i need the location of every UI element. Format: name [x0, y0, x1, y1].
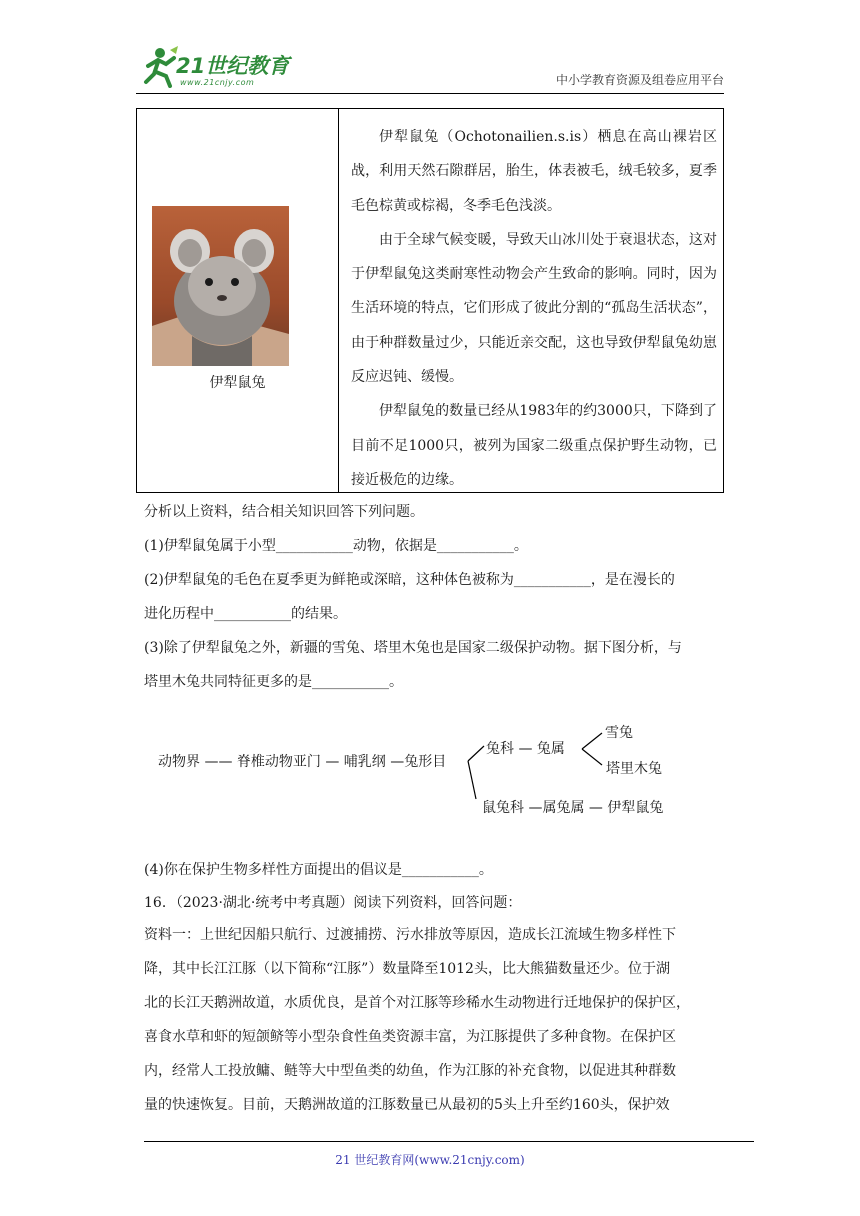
tree-snow-hare: 雪兔 — [605, 725, 633, 741]
pika-photo — [152, 206, 289, 366]
footer-link[interactable]: 21 世纪教育网(www.21cnjy.com) — [335, 1153, 525, 1167]
question-2-line-2: 进化历程中___________的结果。 — [144, 606, 347, 622]
header-divider — [136, 93, 724, 94]
material-line: 资料一：上世纪因船只航行、过渡捕捞、污水排放等原因，造成长江流域生物多样性下 — [144, 927, 676, 943]
question-4: (4)你在保护生物多样性方面提出的倡议是___________。 — [144, 862, 493, 878]
material-line: 北的长江天鹅洲故道，水质优良，是首个对江豚等珍稀水生动物进行迁地保护的保护区， — [144, 995, 690, 1011]
material-line: 量的快速恢复。目前，天鹅洲故道的江豚数量已从最初的5头上升至约160头，保护效 — [144, 1097, 670, 1113]
description-paragraph: 伊犁鼠兔（Ochotonailien.s.is）栖息在高山裸岩区战，利用天然石隙群居，胎生，体表被毛，绒毛较多，夏季毛色棕黄或棕褐，冬季毛色浅淡。 — [351, 129, 717, 214]
questions-intro: 分析以上资料，结合相关知识回答下列问题。 — [144, 504, 424, 520]
classification-tree — [150, 713, 690, 823]
question-16-block — [144, 888, 718, 1122]
material-line: 降，其中长江江豚（以下简称“江豚”）数量降至1012头，比大熊猫数量还少。位于湖 — [144, 961, 670, 977]
photo-caption: 伊犁鼠兔 — [209, 375, 266, 391]
questions-block — [144, 495, 718, 699]
logo-url: www.21cnjy.com — [180, 78, 255, 87]
info-table — [136, 108, 724, 493]
platform-label: 中小学教育资源及组卷应用平台 — [555, 73, 724, 87]
material-line: 喜食水草和虾的短颌鲚等小型杂食性鱼类资源丰富，为江豚提供了多种食物。在保护区 — [144, 1029, 676, 1045]
tree-root-chain: 动物界 —— 脊椎动物亚门 — 哺乳纲 —兔形目 — [158, 754, 447, 770]
runner-logo-icon — [140, 44, 180, 88]
material-line: 内，经常人工投放鳙、鲢等大中型鱼类的幼鱼，作为江豚的补充食物，以促进其种群数 — [144, 1063, 676, 1079]
question-1: (1)伊犁鼠兔属于小型___________动物，依据是___________。 — [144, 538, 528, 554]
question-3-line-1: (3)除了伊犁鼠兔之外，新疆的雪兔、塔里木兔也是国家二级保护动物。据下图分析，与 — [144, 640, 682, 656]
question-16-title: 16．（2023·湖北·统考中考真题）阅读下列资料，回答问题： — [144, 895, 522, 911]
tree-hare-family: 兔科 — 兔属 — [486, 741, 565, 757]
description-cell — [351, 120, 717, 497]
photo-cell — [137, 109, 339, 492]
description-paragraph: 由于全球气候变暖，导致天山冰川处于衰退状态，这对于伊犁鼠兔这类耐寒性动物会产生致命的影响。同时，因为生活环境的特点，它们形成了彼此分割的“孤岛生活状态”，由于种群数量过少，只能近亲交配，这也导致伊犁鼠兔幼崽反应迟钝、缓慢。 — [351, 231, 717, 386]
tree-tarim-hare: 塔里木兔 — [606, 761, 662, 777]
question-4-block — [144, 853, 718, 887]
tree-pika-branch: 鼠兔科 —属兔属 — 伊犁鼠兔 — [482, 800, 664, 816]
description-paragraph: 伊犁鼠兔的数量已经从1983年的约3000只，下降到了目前不足1000只，被列为国家二级重点保护野生动物，已接近极危的边缘。 — [351, 403, 717, 488]
site-logo — [140, 44, 310, 90]
question-3-line-2: 塔里木兔共同特征更多的是___________。 — [144, 674, 403, 690]
logo-text: 21世纪教育 — [176, 54, 290, 78]
question-2-line-1: (2)伊犁鼠兔的毛色在夏季更为鲜艳或深暗，这种体色被称为___________，是在漫长的 — [144, 572, 675, 588]
footer-divider — [144, 1141, 754, 1142]
